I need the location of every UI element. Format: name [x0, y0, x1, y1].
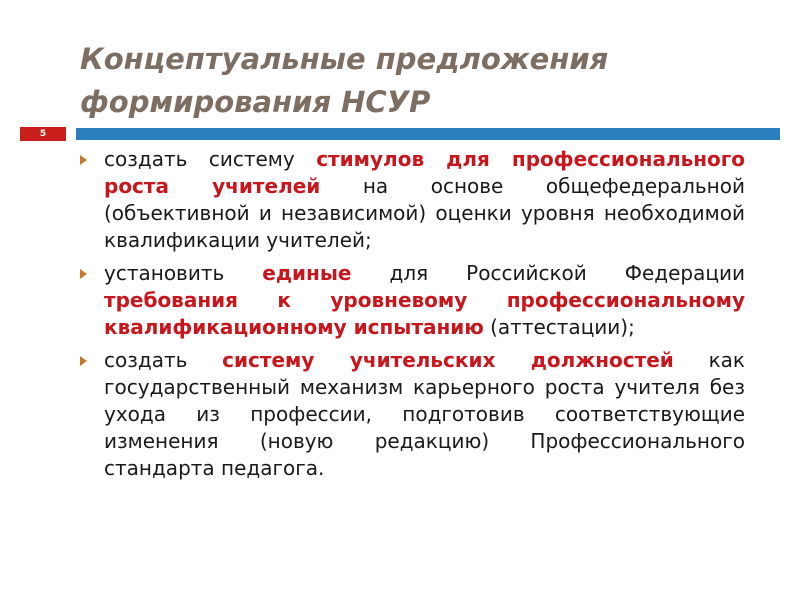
slide-title [80, 38, 770, 124]
highlighted-text: единые [262, 261, 352, 285]
bullet-text-part: (аттестации); [483, 315, 635, 339]
header-band [20, 127, 780, 141]
arrow-bullet-icon [80, 155, 87, 165]
highlighted-text: стимулов для профессионального роста учителей [104, 147, 745, 198]
bullet-text-part: установить [104, 261, 263, 285]
blue-divider-bar [76, 128, 780, 140]
slide-title-line-1: Концептуальные предложения [80, 42, 609, 76]
arrow-bullet-icon [80, 356, 87, 366]
bullet-text-part: на основе общефедеральной (объективной и независимой) оценки уровня необходимой квалификации учителей; [104, 174, 745, 252]
bullet-text-part: как государственный механизм карьерного роста учителя без ухода из профессии, подготовив соответствующие изменения (новую редакцию) Профессионального стандарта педагога. [104, 348, 746, 480]
arrow-bullet-icon [80, 269, 87, 279]
bullet-item [80, 146, 745, 254]
bullet-text-part: создать [104, 348, 223, 372]
bullet-item [80, 347, 745, 482]
slide-number: 5 [39, 129, 47, 139]
bullet-text-part: создать систему [104, 147, 317, 171]
highlighted-text: систему учительских должностей [222, 348, 674, 372]
slide-title-line-2: формирования НСУР [80, 85, 431, 119]
bullet-list [80, 146, 745, 488]
bullet-item [80, 260, 745, 341]
bullet-text-part: для Российской Федерации [351, 261, 745, 285]
highlighted-text: требования к уровневому профессиональному квалификационному испытанию [104, 288, 745, 339]
